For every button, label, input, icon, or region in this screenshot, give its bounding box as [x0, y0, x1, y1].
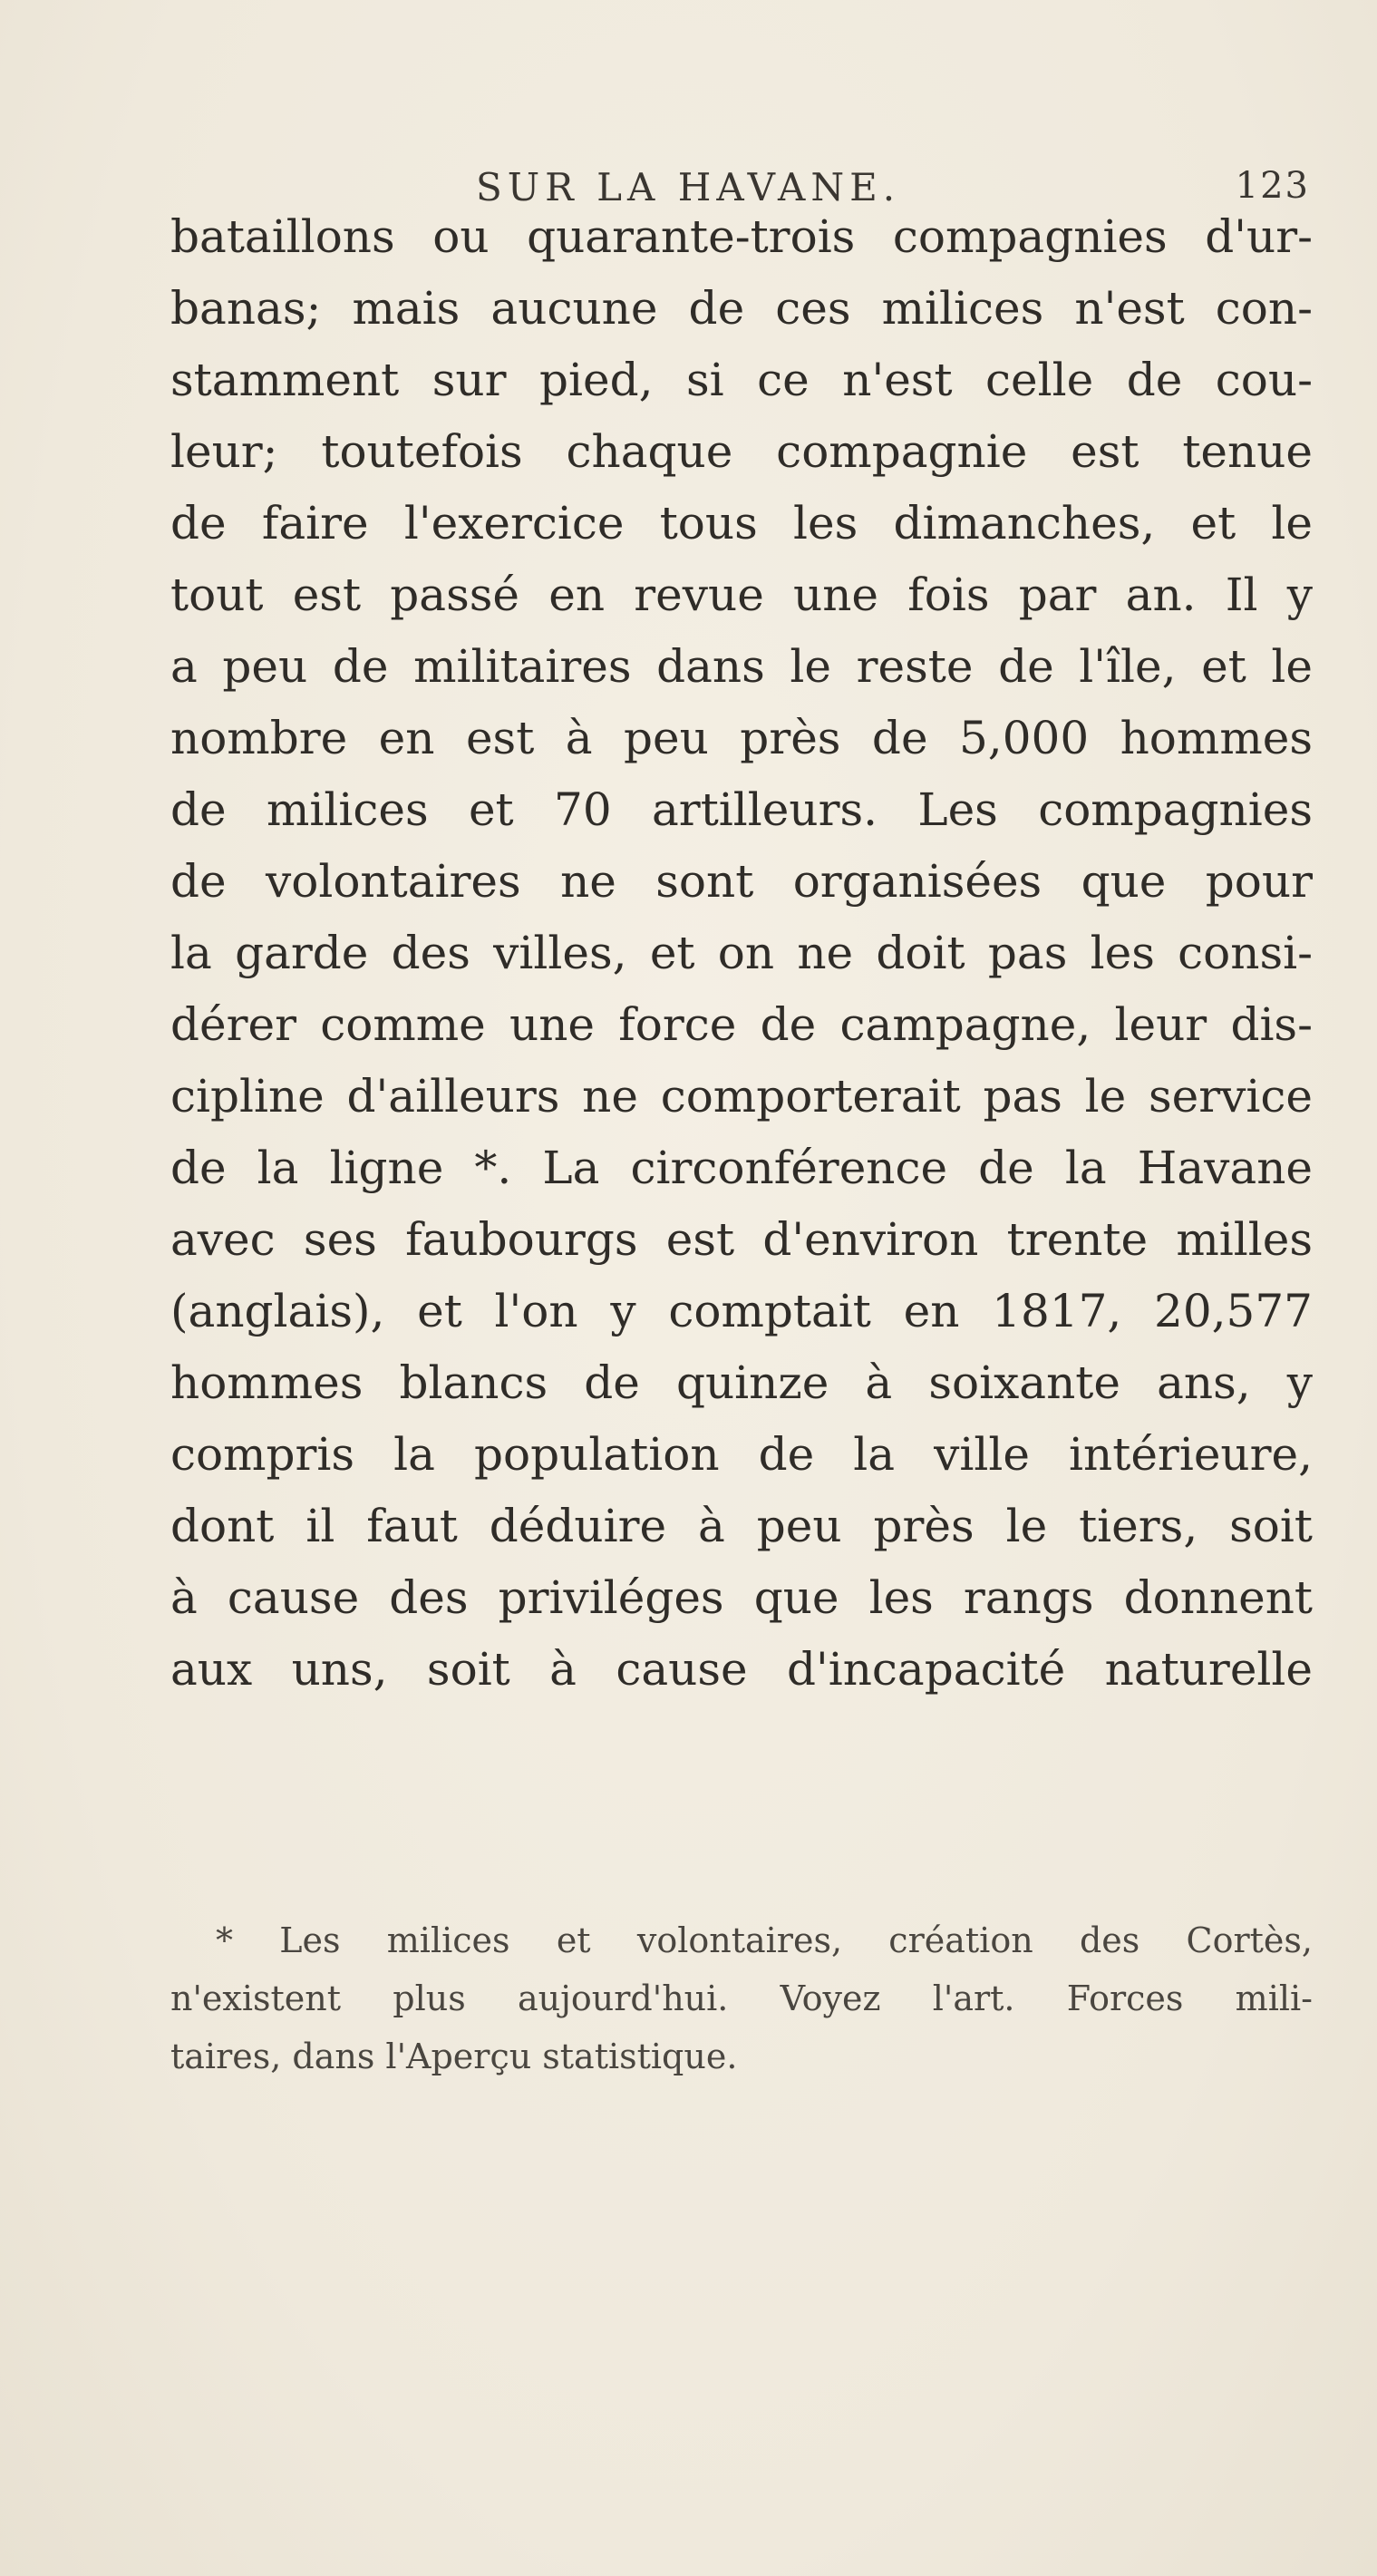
- text-line: nombre en est à peu près de 5,000 hommes: [170, 712, 1313, 764]
- text-line: dérer comme une force de campagne, leur dis-: [170, 998, 1313, 1051]
- footnote-line: n'existent plus aujourd'hui. Voyez l'art. Forces mili-: [170, 1978, 1313, 2018]
- text-line: de volontaires ne sont organisées que pour: [170, 855, 1313, 908]
- text-line: tout est passé en revue une fois par an. Il y: [170, 569, 1313, 621]
- text-line: stamment sur pied, si ce n'est celle de cou-: [170, 354, 1313, 406]
- text-line: (anglais), et l'on y comptait en 1817, 20,577: [170, 1285, 1313, 1337]
- text-line: la garde des villes, et on ne doit pas les consi-: [170, 927, 1313, 979]
- text-line: de la ligne *. La circonférence de la Havane: [170, 1142, 1313, 1194]
- page-number: 123: [1235, 165, 1310, 207]
- text-line: dont il faut déduire à peu près le tiers, soit: [170, 1500, 1313, 1552]
- footnote: [170, 1911, 1313, 2085]
- text-line: avec ses faubourgs est d'environ trente milles: [170, 1213, 1313, 1266]
- text-line: de milices et 70 artilleurs. Les compagnies: [170, 783, 1313, 836]
- text-line: leur; toutefois chaque compagnie est tenue: [170, 425, 1313, 478]
- body-text: [170, 201, 1313, 1706]
- text-line: aux uns, soit à cause d'incapacité naturelle: [170, 1643, 1313, 1696]
- running-title: SUR LA HAVANE.: [476, 165, 901, 209]
- text-line: bataillons ou quarante-trois compagnies d'ur-: [170, 210, 1313, 263]
- text-line: compris la population de la ville intérieure,: [170, 1428, 1313, 1481]
- text-line: à cause des priviléges que les rangs donnent: [170, 1571, 1313, 1624]
- text-line: hommes blancs de quinze à soixante ans, y: [170, 1356, 1313, 1409]
- footnote-line: taires, dans l'Aperçu statistique.: [170, 2036, 738, 2076]
- text-line: cipline d'ailleurs ne comporterait pas le service: [170, 1070, 1313, 1123]
- text-line: banas; mais aucune de ces milices n'est con-: [170, 282, 1313, 335]
- footnote-line: * Les milices et volontaires, création des Cortès,: [216, 1920, 1313, 1960]
- text-line: de faire l'exercice tous les dimanches, et le: [170, 497, 1313, 549]
- text-line: a peu de militaires dans le reste de l'île, et le: [170, 640, 1313, 693]
